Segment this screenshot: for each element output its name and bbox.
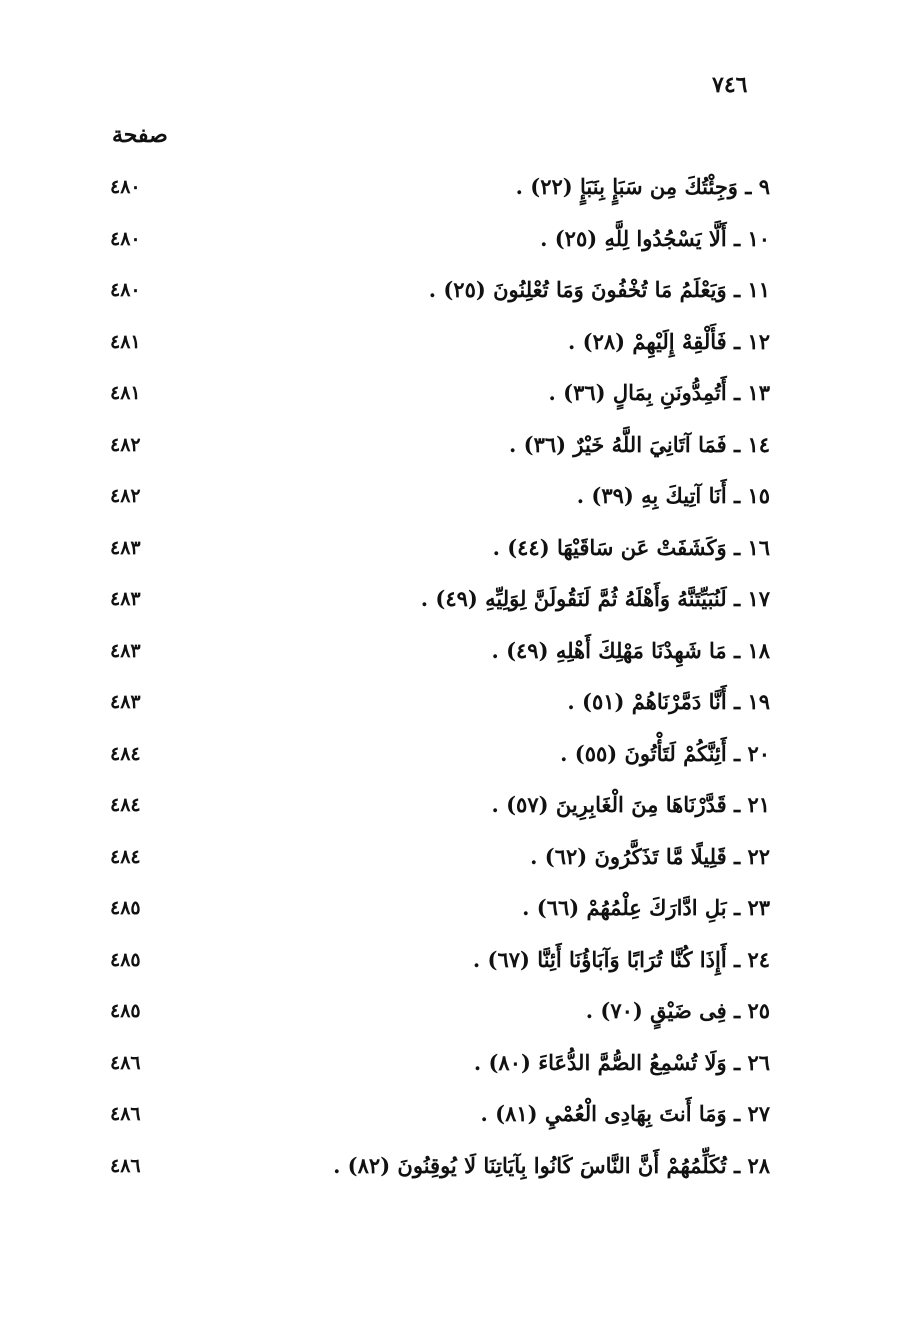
entry-text: ١٥ ـ أَنَا آتِيكَ بِهِ (٣٩) . — [576, 483, 770, 508]
index-entry — [110, 426, 770, 478]
index-entry — [110, 838, 770, 890]
index-entry — [110, 529, 770, 581]
entry-page-number: ٤٨٥ — [110, 1000, 141, 1022]
entry-text: ١٨ ـ مَا شَهِدْنَا مَهْلِكَ أَهْلِهِ (٤٩) . — [491, 637, 770, 663]
index-entry — [110, 168, 770, 220]
entry-text: ١٧ ـ لَنُبَيِّتَنَّهُ وَأَهْلَهُ ثُمَّ لَنَقُولَنَّ لِوَلِيِّهِ (٤٩) . — [420, 586, 770, 611]
entry-text: ١٢ ـ فَأَلْقِهْ إِلَيْهِمْ (٢٨) . — [568, 328, 770, 354]
entry-page-number: ٤٨٤ — [110, 742, 141, 765]
index-entry — [110, 323, 770, 375]
index-entry — [110, 889, 770, 941]
entry-text: ٢١ ـ قَدَّرْنَاهَا مِنَ الْغَابِرِينَ (٥٧) . — [491, 792, 770, 817]
index-entry — [110, 992, 770, 1044]
entry-text: ٢٥ ـ فِى ضَيْقٍ (٧٠) . — [585, 998, 770, 1023]
entry-page-number: ٤٨٣ — [110, 588, 141, 610]
page-number: ٧٤٦ — [712, 72, 748, 98]
index-entry — [110, 220, 770, 272]
entry-text: ٢٧ ـ وَمَا أَنتَ بِهَادِى الْعُمْيِ (٨١) . — [480, 1101, 770, 1126]
index-entry — [110, 735, 770, 787]
entry-page-number: ٤٨٣ — [110, 536, 141, 559]
index-entry — [110, 632, 770, 684]
entry-page-number: ٤٨٢ — [110, 485, 141, 507]
entry-text: ٢٠ ـ أَئِنَّكُمْ لَتَأْتُونَ (٥٥) . — [560, 740, 770, 766]
entry-text: ١٩ ـ أَنَّا دَمَّرْنَاهُمْ (٥١) . — [567, 689, 770, 714]
entry-page-number: ٤٨٣ — [110, 639, 141, 662]
entry-text: ١٤ ـ فَمَا آتَانِيَ اللَّهُ خَيْرٌ (٣٦) . — [509, 431, 770, 457]
entry-text: ١٣ ـ أَتُمِدُّونَنِ بِمَالٍ (٣٦) . — [548, 380, 770, 405]
entry-page-number: ٤٨٠ — [110, 227, 141, 250]
entry-text: ١٦ ـ وَكَشَفَتْ عَن سَاقَيْهَا (٤٤) . — [492, 534, 770, 560]
entry-page-number: ٤٨١ — [110, 330, 141, 353]
entry-text: ١١ ـ وَيَعْلَمُ مَا تُخْفُونَ وَمَا تُعْلِنُونَ (٢٥) . — [428, 277, 770, 302]
entry-page-number: ٤٨٦ — [110, 1103, 141, 1125]
entry-text: ٢٣ ـ بَلِ ادَّارَكَ عِلْمُهُمْ (٦٦) . — [522, 895, 770, 920]
index-entry — [110, 683, 770, 735]
entry-page-number: ٤٨٠ — [110, 176, 141, 198]
entry-page-number: ٤٨٠ — [110, 279, 141, 301]
index-entry — [110, 1044, 770, 1096]
entry-text: ٢٨ ـ تُكَلِّمُهُمْ أَنَّ النَّاسَ كَانُوا بِآيَاتِنَا لَا يُوقِنُونَ (٨٢) . — [333, 1152, 770, 1178]
entry-page-number: ٤٨١ — [110, 382, 141, 404]
entry-page-number: ٤٨٥ — [110, 897, 141, 919]
entry-page-number: ٤٨٦ — [110, 1051, 141, 1074]
index-entry — [110, 941, 770, 993]
index-entry — [110, 477, 770, 529]
entry-text: ١٠ ـ أَلَّا يَسْجُدُوا لِلَّهِ (٢٥) . — [540, 225, 770, 251]
entry-page-number: ٤٨٣ — [110, 691, 141, 713]
index-entry — [110, 580, 770, 632]
index-entry — [110, 374, 770, 426]
entry-text: ٩ ـ وَجِئْتُكَ مِن سَبَإٍ بِنَبَإٍ (٢٢) . — [515, 174, 770, 199]
entry-page-number: ٤٨٢ — [110, 433, 141, 456]
page-column-header: صفحة — [112, 122, 168, 148]
entry-text: ٢٦ ـ وَلَا تُسْمِعُ الصُّمَّ الدُّعَاءَ (٨٠) . — [473, 1049, 770, 1075]
entry-page-number: ٤٨٦ — [110, 1154, 141, 1177]
entry-text: ٢٤ ـ أَإِذَا كُنَّا تُرَابًا وَآبَاؤُنَا أَئِنَّا (٦٧) . — [472, 946, 770, 972]
entry-text: ٢٢ ـ قَلِيلًا مَّا تَذَكَّرُونَ (٦٢) . — [530, 843, 770, 869]
index-entry — [110, 1147, 770, 1199]
entry-page-number: ٤٨٥ — [110, 948, 141, 971]
index-entry — [110, 786, 770, 838]
index-entry — [110, 1095, 770, 1147]
entry-page-number: ٤٨٤ — [110, 845, 141, 868]
index-entry — [110, 271, 770, 323]
entry-page-number: ٤٨٤ — [110, 794, 141, 816]
